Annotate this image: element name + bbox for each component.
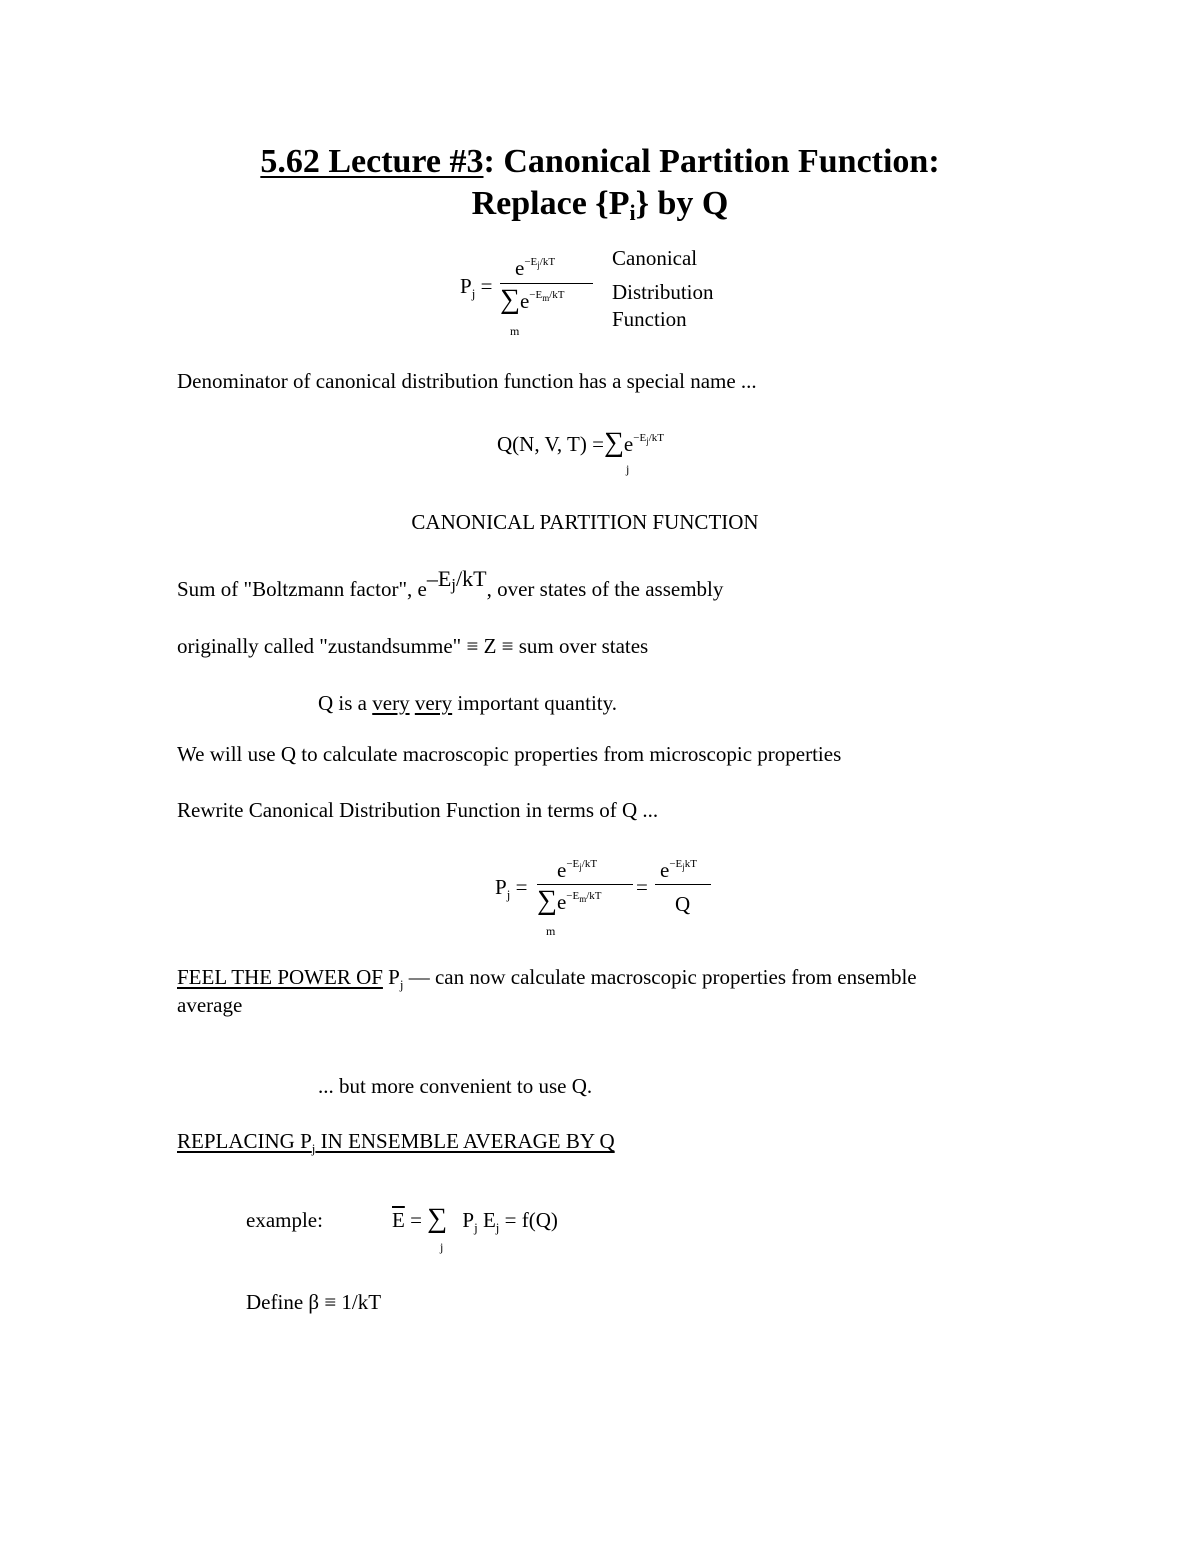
feel-the-power-line2: average	[177, 993, 243, 1017]
boltzmann-paragraph: Sum of "Boltzmann factor", $e-E^j/kT$, over states of the assembly	[177, 566, 724, 601]
example-sum-index: j	[440, 1240, 444, 1254]
page-title: 5.62 Lecture #3: Canonical Partition Function:	[260, 143, 940, 180]
eq3-numerator-2: $e^{-EjkT}$	[660, 858, 698, 882]
eq1-sum-index: m	[510, 324, 520, 338]
eq2-content: Q(N, V, $T) =\sum e^{-Ej/kT}$	[497, 427, 664, 458]
eq2-sum-index: j	[626, 462, 630, 476]
denominator-paragraph: Denominator of canonical distribution function has a special name ...	[177, 369, 757, 393]
eq3-lhs: $P_j$ =	[495, 875, 528, 902]
important-quantity-paragraph: Q is a very very important quantity.	[318, 691, 618, 715]
title-text: Canonical Partition Function:	[503, 143, 940, 180]
rewrite-paragraph: Rewrite Canonical Distribution Function in terms of Q ...	[177, 798, 659, 822]
eq3-fraction-bar-2	[655, 884, 711, 885]
example-expression: $\overline{E}$ = ∑ $P_j$ $E_j = f(Q)$	[392, 1203, 558, 1235]
feel-the-power-paragraph: FEEL THE POWER OF $P_j$ — can now calculate macroscopic properties from ensemble	[177, 965, 917, 992]
eq1-numerator: $e^{-Ej/kT}$	[515, 256, 556, 280]
partition-function-heading: CANONICAL PARTITION FUNCTION	[411, 510, 759, 534]
eq1-lhs: $P_j$ =	[460, 274, 493, 301]
eq3-equals-2: =	[636, 875, 648, 899]
eq3-numerator: $e^{-Ej/kT}$	[557, 858, 598, 882]
eq3-denominator-2: Q	[675, 892, 691, 916]
zustandsumme-paragraph: originally called "zustandsumme" ≡ Z ≡ sum over states	[177, 634, 649, 658]
eq1-label-function: Function	[612, 307, 687, 331]
page-subtitle: Replace {Pi} by Q	[471, 185, 729, 225]
replacing-heading: REPLACING $P_j$ IN ENSEMBLE AVERAGE BY Q	[177, 1129, 615, 1156]
eq3-denominator: $\sum e^{-Em/kT}$	[537, 885, 602, 916]
eq1-denominator: $\sum e^{-Em/kT}$	[500, 284, 565, 315]
lecture-number: 5.62 Lecture #3	[260, 143, 484, 180]
eq1-label-distribution: Distribution	[612, 280, 714, 304]
define-beta: Define β ≡ 1/kT	[246, 1290, 382, 1314]
macroscopic-paragraph: We will use Q to calculate macroscopic properties from microscopic properties	[177, 742, 842, 766]
example-label: example:	[246, 1208, 323, 1232]
eq3-sum-index: m	[546, 924, 556, 938]
convenient-paragraph: ... but more convenient to use Q.	[318, 1074, 593, 1098]
eq1-label-canonical: Canonical	[612, 246, 698, 270]
